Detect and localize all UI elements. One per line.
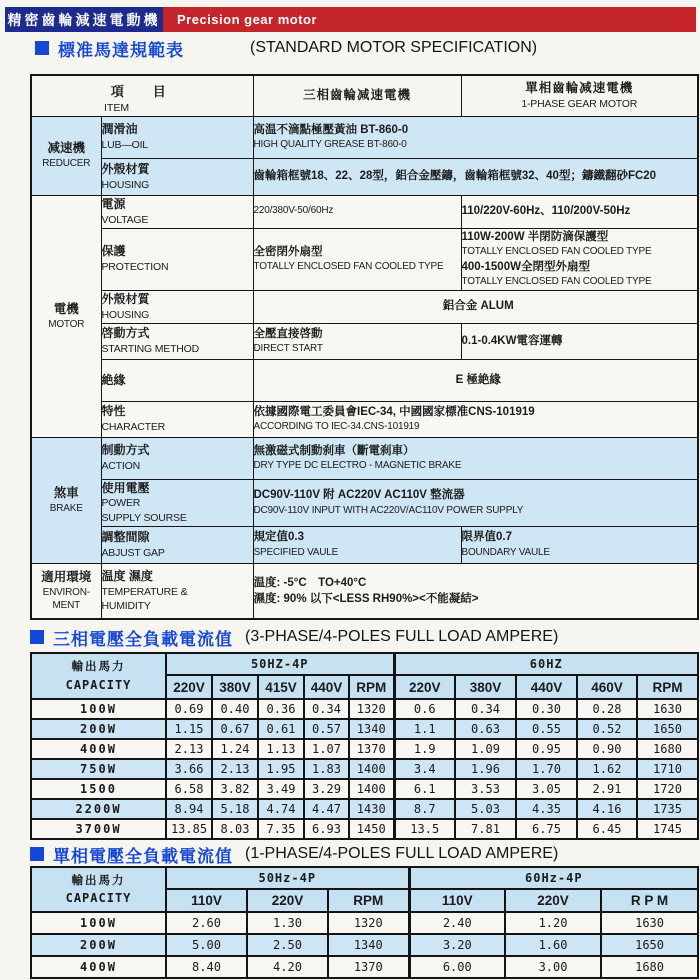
value-cell [253, 323, 461, 359]
ampere-value-cell: 3.66 [166, 759, 212, 779]
ampere-value-cell: 6.75 [516, 819, 577, 839]
ampere-value-cell: 13.5 [394, 819, 455, 839]
ampere-value-cell: 1340 [328, 934, 409, 956]
ampere-value-cell: 2.13 [212, 759, 258, 779]
group-label-cell [31, 195, 101, 437]
ampere-value-cell: 8.7 [394, 799, 455, 819]
ampere-value-cell: 4.74 [258, 799, 304, 819]
ampere-value-cell: 6.58 [166, 779, 212, 799]
ampere-value-cell: 1.20 [505, 912, 601, 934]
ampere-value-cell: 13.85 [166, 819, 212, 839]
ampere-value-cell: 1.83 [304, 759, 349, 779]
voltage-column-header: 220V [166, 675, 212, 699]
capacity-header-zh: 輸出馬力 [71, 872, 126, 887]
ampere-value-cell: 8.94 [166, 799, 212, 819]
row-label-cell [101, 228, 253, 290]
amp-data-row [31, 719, 698, 739]
ampere-value-cell: 1735 [637, 799, 698, 819]
row-label-line: PROTECTION [101, 261, 169, 274]
section-heading-three-phase [30, 626, 559, 649]
section-heading-spec-zh: 標准馬達規範表 [58, 40, 184, 60]
spec-row [31, 228, 698, 290]
ampere-value-cell: 1340 [349, 719, 394, 739]
row-label-line: HUMIDITY [101, 600, 151, 613]
value-line: 110W-200W 半閉防滴保護型 [461, 230, 609, 243]
ampere-value-cell: 3.29 [304, 779, 349, 799]
blue-square-icon [35, 41, 49, 55]
ampere-value-cell: 1.15 [166, 719, 212, 739]
amp-data-row [31, 819, 698, 839]
voltage-column-header: 110V [409, 889, 505, 912]
blue-square-icon [30, 847, 44, 861]
ampere-value-cell: 1.07 [304, 739, 349, 759]
ampere-value-cell: 0.40 [212, 699, 258, 719]
value-line: 無激磁式制動刹車（斷電刹車） [253, 444, 415, 457]
value-cell [461, 195, 698, 228]
row-label-line: LUB—OIL [101, 139, 148, 152]
ampere-value-cell: 0.63 [455, 719, 516, 739]
value-cell [461, 526, 698, 563]
value-line: 鋁合金 ALUM [442, 300, 514, 313]
value-cell [253, 359, 698, 401]
value-cell [253, 401, 698, 437]
spec-row [31, 359, 698, 401]
row-label-line: 潤滑油 [101, 122, 138, 137]
value-line: SPECIFIED VAULE [253, 546, 339, 558]
frequency-group-header: 50HZ-4P [166, 653, 394, 675]
one-phase-ampere-table [30, 866, 699, 979]
value-cell [253, 563, 698, 619]
section-heading-one-phase-zh: 單相電壓全負載電流值 [53, 846, 233, 866]
value-line: 濕度: 90% 以下<LESS RH90%><不能凝結> [253, 592, 479, 605]
value-line: ACCORDING TO IEC-34.CNS-101919 [253, 421, 420, 433]
value-line: BOUNDARY VAULE [461, 546, 550, 558]
group-label-cell [31, 116, 101, 195]
section-heading-spec [35, 37, 538, 60]
amp-group-header-row [31, 867, 698, 889]
value-cell [253, 437, 698, 479]
ampere-value-cell: 0.69 [166, 699, 212, 719]
ampere-value-cell: 4.35 [516, 799, 577, 819]
row-label-line: 電源 [101, 196, 126, 211]
ampere-value-cell: 7.81 [455, 819, 516, 839]
value-line: 0.1-0.4KW電容運轉 [461, 334, 563, 347]
brand-title-zh: 精密齒輪減速電動機 [5, 7, 163, 32]
row-label-line: SUPPLY SOURSE [101, 512, 187, 525]
value-line: 全密閉外扇型 [253, 245, 323, 258]
capacity-cell: 1500 [31, 779, 166, 799]
spec-row [31, 195, 698, 228]
amp-data-row [31, 912, 698, 934]
ampere-value-cell: 1400 [349, 779, 394, 799]
ampere-value-cell: 6.93 [304, 819, 349, 839]
ampere-value-cell: 0.95 [516, 739, 577, 759]
ampere-value-cell: 1630 [637, 699, 698, 719]
section-heading-one-phase-en: (1-PHASE/4-POLES FULL LOAD AMPERE) [245, 845, 559, 862]
row-label-line: ACTION [101, 460, 140, 473]
ampere-value-cell: 1650 [601, 934, 698, 956]
ampere-value-cell: 0.52 [577, 719, 637, 739]
row-label-line: HOUSING [101, 178, 150, 191]
amp-data-row [31, 779, 698, 799]
spec-row [31, 323, 698, 359]
value-cell [461, 323, 698, 359]
value-cell [253, 158, 698, 195]
row-label-line: 制動方式 [101, 443, 150, 458]
voltage-column-header: 460V [577, 675, 637, 699]
voltage-column-header: R P M [601, 889, 698, 912]
spec-table [30, 74, 699, 620]
capacity-header-en: CAPACITY [65, 677, 132, 692]
ampere-value-cell: 5.03 [455, 799, 516, 819]
row-label-line: HOUSING [101, 308, 150, 321]
ampere-value-cell: 1.13 [258, 739, 304, 759]
ampere-value-cell: 1.30 [247, 912, 328, 934]
ampere-value-cell: 4.20 [247, 956, 328, 978]
capacity-cell: 200W [31, 719, 166, 739]
ampere-value-cell: 1650 [637, 719, 698, 739]
ampere-value-cell: 1450 [349, 819, 394, 839]
ampere-value-cell: 3.05 [516, 779, 577, 799]
row-label-cell [101, 323, 253, 359]
value-cell [253, 526, 461, 563]
value-cell [461, 228, 698, 290]
row-label-cell [101, 290, 253, 323]
voltage-column-header: 220V [394, 675, 455, 699]
ampere-value-cell: 1430 [349, 799, 394, 819]
ampere-value-cell: 1370 [349, 739, 394, 759]
column-header-line: 單相齒輪减速電機 [525, 80, 634, 95]
ampere-value-cell: 1320 [328, 912, 409, 934]
voltage-column-header: 110V [166, 889, 247, 912]
ampere-value-cell: 1.95 [258, 759, 304, 779]
voltage-column-header: 440V [304, 675, 349, 699]
row-label-line: 保護 [101, 244, 126, 259]
ampere-value-cell: 3.82 [212, 779, 258, 799]
ampere-value-cell: 3.49 [258, 779, 304, 799]
frequency-group-header: 60HZ [394, 653, 698, 675]
capacity-header-cell [31, 653, 166, 699]
ampere-value-cell: 2.40 [409, 912, 505, 934]
value-line: 依據國際電工委員會IEC-34, 中國國家標准CNS-101919 [253, 405, 535, 418]
group-label-line: MENT [52, 600, 81, 612]
capacity-cell: 3700W [31, 819, 166, 839]
top-header-bar [5, 7, 696, 32]
frequency-group-header: 60Hz-4P [409, 867, 698, 889]
section-heading-three-phase-en: (3-PHASE/4-POLES FULL LOAD AMPERE) [245, 628, 559, 645]
ampere-value-cell: 3.20 [409, 934, 505, 956]
value-line: 限界值0.7 [461, 531, 512, 544]
value-line: E 極絶緣 [455, 373, 501, 386]
ampere-value-cell: 5.18 [212, 799, 258, 819]
voltage-column-header: 220V [505, 889, 601, 912]
row-label-line: 調整間隙 [101, 529, 150, 544]
value-cell [253, 228, 461, 290]
value-line: DRY TYPE DC ELECTRO - MAGNETIC BRAKE [253, 460, 462, 472]
row-label-cell [101, 437, 253, 479]
row-label-line: 絶緣 [101, 372, 126, 387]
value-line: 規定值0.3 [253, 531, 304, 544]
voltage-column-header: RPM [349, 675, 394, 699]
value-line: 高温不滴點極壓黃油 BT-860-0 [253, 123, 409, 136]
amp-data-row [31, 759, 698, 779]
blue-square-icon [30, 630, 44, 644]
row-label-line: 使用電壓 [101, 480, 150, 495]
ampere-value-cell: 7.35 [258, 819, 304, 839]
amp-data-row [31, 956, 698, 978]
brand-title-en: Precision gear motor [163, 7, 696, 32]
value-line: HIGH QUALITY GREASE BT-860-0 [253, 139, 407, 151]
column-header-line: 1-PHASE GEAR MOTOR [521, 98, 638, 111]
row-label-line: 外殼材質 [101, 161, 150, 176]
voltage-column-header: 220V [247, 889, 328, 912]
capacity-cell: 2200W [31, 799, 166, 819]
capacity-header-en: CAPACITY [65, 891, 132, 906]
row-label-cell [101, 526, 253, 563]
group-label-cell [31, 437, 101, 563]
ampere-value-cell: 1400 [349, 759, 394, 779]
ampere-value-cell: 1680 [637, 739, 698, 759]
ampere-value-cell: 2.91 [577, 779, 637, 799]
spec-row [31, 158, 698, 195]
voltage-column-header: 415V [258, 675, 304, 699]
row-label-cell [101, 359, 253, 401]
amp-data-row [31, 699, 698, 719]
row-label-line: 特性 [101, 404, 126, 419]
spec-row [31, 563, 698, 619]
capacity-cell: 400W [31, 956, 166, 978]
value-line: 全壓直接啓動 [253, 327, 323, 340]
spec-row [31, 290, 698, 323]
row-label-line: 温度 濕度 [101, 568, 153, 583]
ampere-value-cell: 6.1 [394, 779, 455, 799]
group-label-line: REDUCER [42, 158, 91, 170]
spec-row [31, 437, 698, 479]
row-label-line: STARTING METHOD [101, 343, 200, 356]
value-line: TOTALLY ENCLOSED FAN COOLED TYPE [461, 276, 652, 288]
value-cell [253, 116, 698, 158]
value-line: 温度: -5°C TO+40°C [253, 576, 367, 589]
section-heading-spec-en: (STANDARD MOTOR SPECIFICATION) [250, 39, 538, 56]
ampere-value-cell: 1745 [637, 819, 698, 839]
group-label-line: BRAKE [49, 502, 83, 514]
ampere-value-cell: 0.34 [304, 699, 349, 719]
ampere-value-cell: 8.03 [212, 819, 258, 839]
voltage-column-header: 440V [516, 675, 577, 699]
ampere-value-cell: 1370 [328, 956, 409, 978]
row-label-cell [101, 195, 253, 228]
group-label-cell [31, 563, 101, 619]
voltage-column-header: 380V [212, 675, 258, 699]
group-label-line: 煞車 [53, 485, 79, 500]
voltage-column-header: 380V [455, 675, 516, 699]
group-label-line: ENVIRON- [42, 586, 90, 598]
ampere-value-cell: 3.53 [455, 779, 516, 799]
capacity-cell: 750W [31, 759, 166, 779]
ampere-value-cell: 0.55 [516, 719, 577, 739]
one-phase-column-header [461, 75, 698, 116]
ampere-value-cell: 1710 [637, 759, 698, 779]
ampere-value-cell: 0.6 [394, 699, 455, 719]
ampere-value-cell: 0.36 [258, 699, 304, 719]
spec-row [31, 401, 698, 437]
row-label-line: CHARACTER [101, 421, 166, 434]
ampere-value-cell: 0.30 [516, 699, 577, 719]
row-label-line: 外殼材質 [101, 291, 150, 306]
ampere-value-cell: 3.00 [505, 956, 601, 978]
amp-data-row [31, 799, 698, 819]
item-header-en: ITEM [104, 102, 130, 115]
value-line: DIRECT START [253, 343, 323, 355]
value-cell [253, 195, 461, 228]
row-label-cell [101, 158, 253, 195]
value-cell [253, 290, 698, 323]
ampere-value-cell: 2.50 [247, 934, 328, 956]
ampere-value-cell: 0.28 [577, 699, 637, 719]
ampere-value-cell: 1320 [349, 699, 394, 719]
row-label-cell [101, 563, 253, 619]
ampere-value-cell: 8.40 [166, 956, 247, 978]
group-label-line: 减速機 [47, 141, 85, 156]
ampere-value-cell: 0.57 [304, 719, 349, 739]
amp-group-header-row [31, 653, 698, 675]
ampere-value-cell: 2.13 [166, 739, 212, 759]
ampere-value-cell: 1.70 [516, 759, 577, 779]
ampere-value-cell: 0.61 [258, 719, 304, 739]
row-label-line: TEMPERATURE & [101, 585, 188, 598]
value-line: 110/220V-60Hz、110/200V-50Hz [461, 205, 631, 218]
ampere-value-cell: 1.60 [505, 934, 601, 956]
row-label-cell [101, 401, 253, 437]
row-label-cell [101, 116, 253, 158]
ampere-value-cell: 1720 [637, 779, 698, 799]
capacity-header-zh: 輸出馬力 [71, 659, 126, 674]
ampere-value-cell: 1.1 [394, 719, 455, 739]
amp-data-row [31, 739, 698, 759]
ampere-value-cell: 4.47 [304, 799, 349, 819]
value-line: TOTALLY ENCLOSED FAN COOLED TYPE [253, 261, 444, 273]
ampere-value-cell: 0.34 [455, 699, 516, 719]
group-label-line: MOTOR [48, 318, 85, 330]
ampere-value-cell: 1630 [601, 912, 698, 934]
item-header-zh: 項 目 [110, 84, 174, 100]
three-phase-column-header [253, 75, 461, 116]
ampere-value-cell: 1.96 [455, 759, 516, 779]
section-heading-three-phase-zh: 三相電壓全負載電流值 [53, 629, 233, 649]
ampere-value-cell: 1.62 [577, 759, 637, 779]
ampere-value-cell: 2.60 [166, 912, 247, 934]
row-label-line: 啓動方式 [101, 326, 150, 341]
voltage-column-header: RPM [637, 675, 698, 699]
capacity-header-cell [31, 867, 166, 912]
group-label-line: 電機 [53, 301, 79, 316]
capacity-cell: 100W [31, 912, 166, 934]
spec-row [31, 479, 698, 526]
value-line: DC90V-110V INPUT WITH AC220V/AC110V POWER SUPPLY [253, 504, 524, 516]
three-phase-ampere-table [30, 652, 699, 840]
capacity-cell: 400W [31, 739, 166, 759]
value-line: TOTALLY ENCLOSED FAN COOLED TYPE [461, 245, 652, 257]
ampere-value-cell: 1.24 [212, 739, 258, 759]
voltage-column-header: RPM [328, 889, 409, 912]
ampere-value-cell: 0.90 [577, 739, 637, 759]
group-label-line: 適用環境 [41, 570, 92, 585]
row-label-line: VOLTAGE [101, 213, 149, 226]
ampere-value-cell: 6.00 [409, 956, 505, 978]
value-line: DC90V-110V 附 AC220V AC110V 整流器 [253, 489, 465, 502]
capacity-cell: 200W [31, 934, 166, 956]
ampere-value-cell: 3.4 [394, 759, 455, 779]
column-header-line: 三相齒輪减速電機 [302, 88, 411, 103]
amp-data-row [31, 934, 698, 956]
frequency-group-header: 50Hz-4P [166, 867, 409, 889]
value-line: 220/380V-50/60Hz [253, 205, 334, 217]
ampere-value-cell: 6.45 [577, 819, 637, 839]
ampere-value-cell: 0.67 [212, 719, 258, 739]
spec-row [31, 526, 698, 563]
capacity-cell: 100W [31, 699, 166, 719]
item-header-cell [31, 75, 253, 116]
spec-header-row [31, 75, 698, 116]
row-label-line: POWER [101, 497, 141, 510]
value-line: 齒輪箱框號18、22、28型，鋁合金壓鑄，齒輪箱框號32、40型；鑄鐵翻砂FC20 [253, 170, 657, 183]
ampere-value-cell: 5.00 [166, 934, 247, 956]
row-label-cell [101, 479, 253, 526]
row-label-line: ABJUST GAP [101, 546, 165, 559]
ampere-value-cell: 1.09 [455, 739, 516, 759]
ampere-value-cell: 4.16 [577, 799, 637, 819]
value-cell [253, 479, 698, 526]
value-line: 400-1500W全閉型外扇型 [461, 261, 590, 274]
ampere-value-cell: 1.9 [394, 739, 455, 759]
ampere-value-cell: 1680 [601, 956, 698, 978]
spec-row [31, 116, 698, 158]
section-heading-one-phase [30, 843, 559, 866]
